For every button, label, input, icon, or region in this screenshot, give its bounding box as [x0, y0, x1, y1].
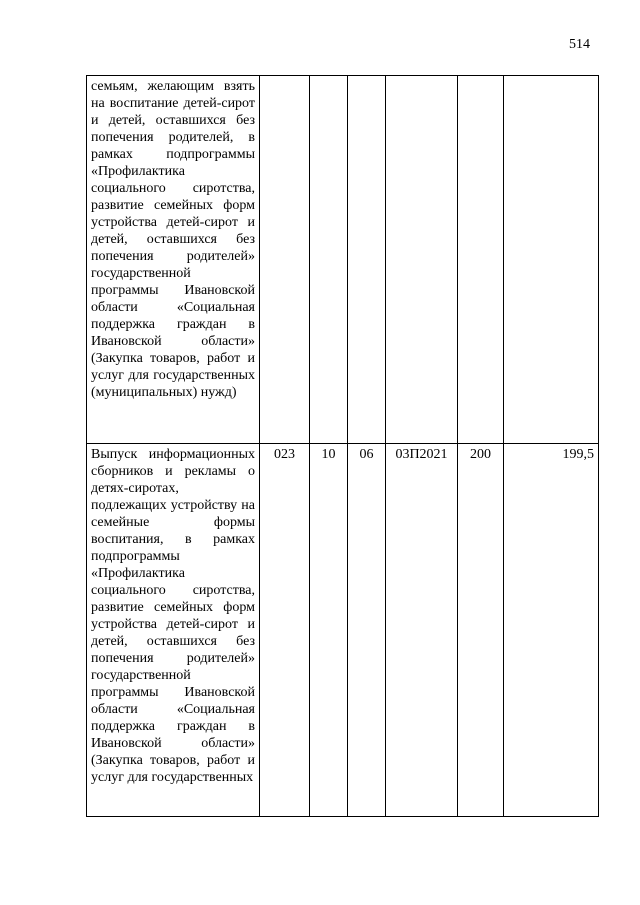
ministry-code-cell: 023: [260, 444, 310, 817]
subsection-cell: [348, 76, 386, 444]
section-cell: 10: [310, 444, 348, 817]
amount-cell: [504, 76, 599, 444]
expense-type-cell: [458, 76, 504, 444]
page-number: 514: [569, 37, 590, 52]
table-row: [87, 76, 599, 444]
row-description: Выпуск информационных сборников и рекламы о детях-сиротах, подлежащих устройству на семейные формы воспитания, в рамках подпрограммы «Профилактика социального сиротства, развитие семейных форм устройства детей-сирот и детей, оставшихся без попечения родителей» государственной программы Ивановской области «Социальная поддержка граждан в Ивановской области» (Закупка товаров, работ и услуг для государственных: [87, 444, 260, 817]
ministry-code-cell: [260, 76, 310, 444]
target-article-cell: [386, 76, 458, 444]
row-description: семьям, желающим взять на воспитание детей-сирот и детей, оставшихся без попечения родителей, в рамках подпрограммы «Профилактика социального сиротства, развитие семейных форм устройства детей-сирот и детей, оставшихся без попечения родителей» государственной программы Ивановской области «Социальная поддержка граждан в Ивановской области» (Закупка товаров, работ и услуг для государственных (муниципальных) нужд): [87, 76, 260, 444]
budget-table: [86, 75, 599, 817]
section-cell: [310, 76, 348, 444]
table-row: [87, 444, 599, 817]
expense-type-cell: 200: [458, 444, 504, 817]
target-article-cell: 03П2021: [386, 444, 458, 817]
subsection-cell: 06: [348, 444, 386, 817]
amount-cell: 199,5: [504, 444, 599, 817]
